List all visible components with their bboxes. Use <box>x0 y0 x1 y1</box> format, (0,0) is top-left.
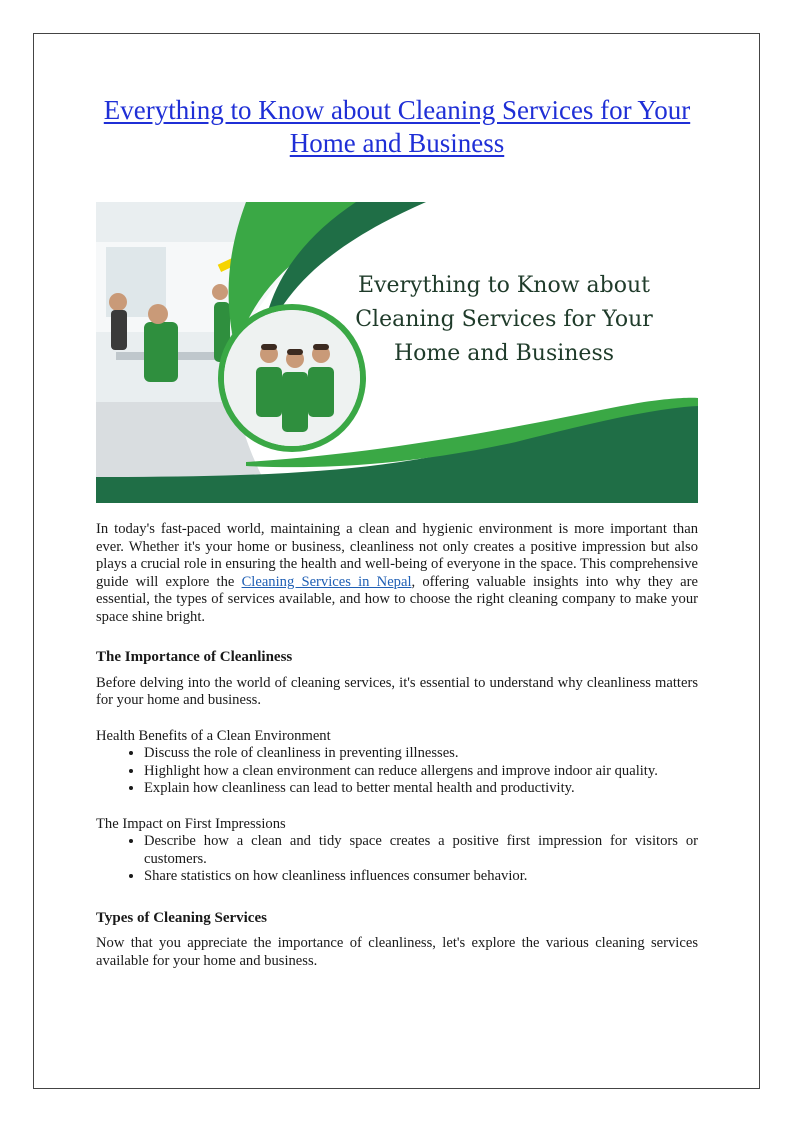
section-heading-importance: The Importance of Cleanliness <box>96 649 293 665</box>
section-heading-types: Types of Cleaning Services <box>96 909 267 926</box>
banner-line-1: Everything to Know about <box>358 273 650 298</box>
list-item: • Discuss the role of cleanliness in preventing illnesses. <box>144 745 698 763</box>
cleaning-services-link[interactable]: Cleaning Services in Nepal <box>241 573 412 590</box>
banner-line-2: Cleaning Services for Your <box>355 307 653 332</box>
list-item: • Share statistics on how cleanliness influences consumer behavior. <box>144 868 698 886</box>
list-item: • Highlight how a clean environment can reduce allergens and improve indoor air quality. <box>144 763 698 781</box>
banner-image <box>96 202 698 503</box>
impressions-bullet-list <box>96 833 698 886</box>
article-body <box>96 521 698 970</box>
types-paragraph: Now that you appreciate the importance of cleanliness, let's explore the various cleaning services available for your home and business. <box>96 935 698 969</box>
banner-line-3: Home and Business <box>393 341 615 366</box>
list-item: • Explain how cleanliness can lead to better mental health and productivity. <box>144 780 698 798</box>
intro-paragraph: In today's fast-paced world, maintaining a clean and hygienic environment is more important than ever. Whether it's your home or business, cleanliness not only creates a positive impression but also plays a crucial role in ensuring the health and well-being of everyone in the space. This comprehensive guide will explore the Cleaning Services in Nepal, offering valuable insights into why they are essential, the types of services available, and how to choose the right cleaning company to make your space shine bright. <box>96 521 698 625</box>
title-link[interactable]: Everything to Know about Cleaning Services for Your Home and Business <box>103 95 691 158</box>
page-title <box>96 94 698 160</box>
subheading-health: Health Benefits of a Clean Environment <box>96 727 331 744</box>
health-bullet-list <box>96 745 698 798</box>
importance-paragraph: Before delving into the world of cleaning services, it's essential to understand why cleanliness matters for your home and business. <box>96 674 698 708</box>
team-photo <box>224 310 360 446</box>
list-item: • Describe how a clean and tidy space creates a positive first impression for visitors or customers. <box>144 833 698 868</box>
subheading-first-impressions: The Impact on First Impressions <box>96 815 286 832</box>
